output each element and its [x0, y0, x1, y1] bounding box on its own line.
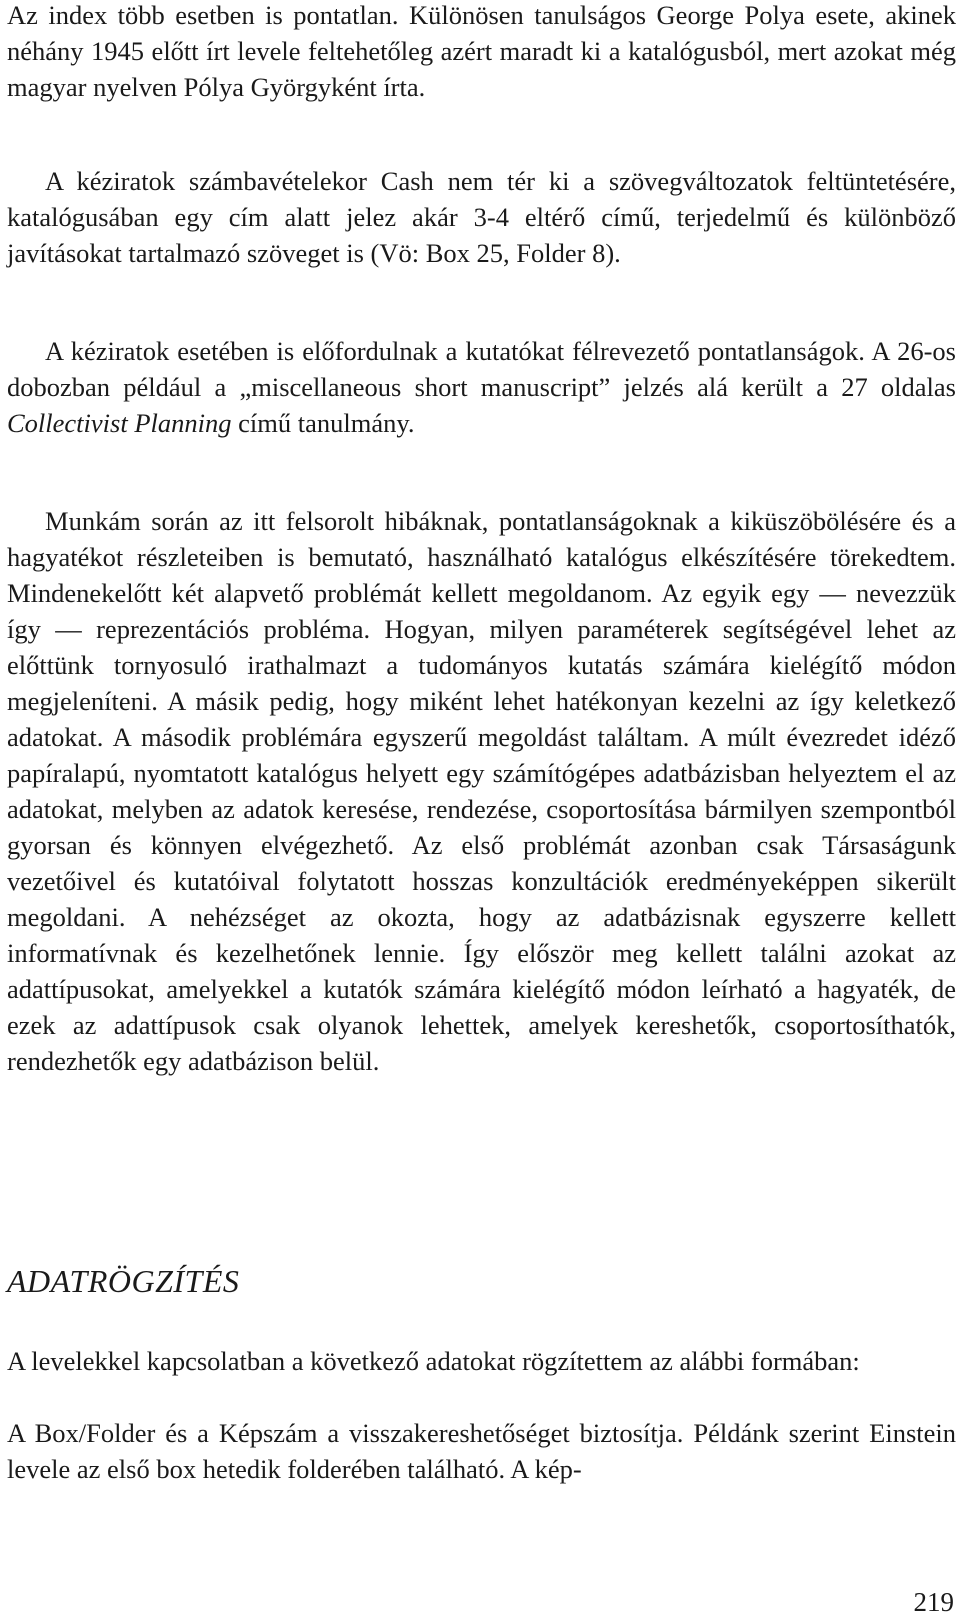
paragraph-manuscript-inaccuracies — [7, 333, 956, 441]
paragraph-letter-data: A levelekkel kapcsolatban a következő adatokat rögzítettem az alábbi formában: — [7, 1346, 860, 1376]
paragraph-text: A kéziratok esetében is előfordulnak a kutatókat félrevezető pontatlanságok. A 26-os dobozban például a „miscellaneous short manuscript” jelzés alá került a 27 oldalas — [7, 336, 956, 402]
paragraph-box-folder: A Box/Folder és a Képszám a visszakereshetőséget biztosítja. Példánk szerint Einstein levele az első box hetedik folderében található. A kép- — [7, 1418, 956, 1484]
work-title: Collectivist Planning — [7, 408, 232, 438]
section-heading: ADATRÖGZÍTÉS — [7, 1263, 240, 1299]
paragraph-manuscript-versions: A kéziratok számbavételekor Cash nem tér ki a szövegváltozatok feltüntetésére, katalógusában egy cím alatt jelez akár 3-4 eltérő című, terjedelmű és különböző javításokat tartalmazó szöveget is (Vö: Box 25, Folder 8). — [7, 166, 956, 268]
paragraph-text: című tanulmány. — [231, 408, 415, 438]
paragraph-methodology: Munkám során az itt felsorolt hibáknak, pontatlanságoknak a kiküszöbölésére és a hagyatékot részleteiben is bemutató, használható katalógus elkészítésére törekedtem. Mindenekelőtt két alapvető problémát kellett megoldanom. Az egyik egy — nevezzük így — reprezentációs probléma. Hogyan, milyen paraméterek segítségével lehet az előttünk tornyosuló irathalmazt a tudományos kutatás számára kielégítő módon megjeleníteni. A másik pedig, hogy miként lehet hatékonyan kezelni az így keletkező adatokat. A második problémára egyszerű megoldást találtam. A múlt évezredet idéző papíralapú, nyomtatott katalógus helyett egy számítógépes adatbázisban helyeztem el az adatokat, melyben az adatok keresése, rendezése, csoportosítása bármilyen szempontból gyorsan és könnyen elvégezhető. Az első problémát azonban csak Társaságunk vezetőivel és kutatóival folytatott hosszas konzultációk eredményeképpen sikerült megoldani. A nehézséget az okozta, hogy az adatbázisnak egyszerre kellett informatívnak és kezelhetőnek lennie. Így először meg kellett találni azokat az adattípusokat, amelyekkel a kutatók számára kielégítő módon leírható a hagyaték, de ezek az adattípusok csak olyanok lehettek, amelyek kereshetők, csoportosíthatók, rendezhetők egy adatbázison belül. — [7, 506, 956, 1076]
paragraph-index-inaccuracy: Az index több esetben is pontatlan. Különösen tanulságos George Polya esete, akinek néhány 1945 előtt írt levele feltehetőleg azért maradt ki a katalógusból, mert azokat még magyar nyelven Pólya Györgyként írta. — [7, 0, 956, 102]
page-number: 219 — [913, 1587, 954, 1617]
